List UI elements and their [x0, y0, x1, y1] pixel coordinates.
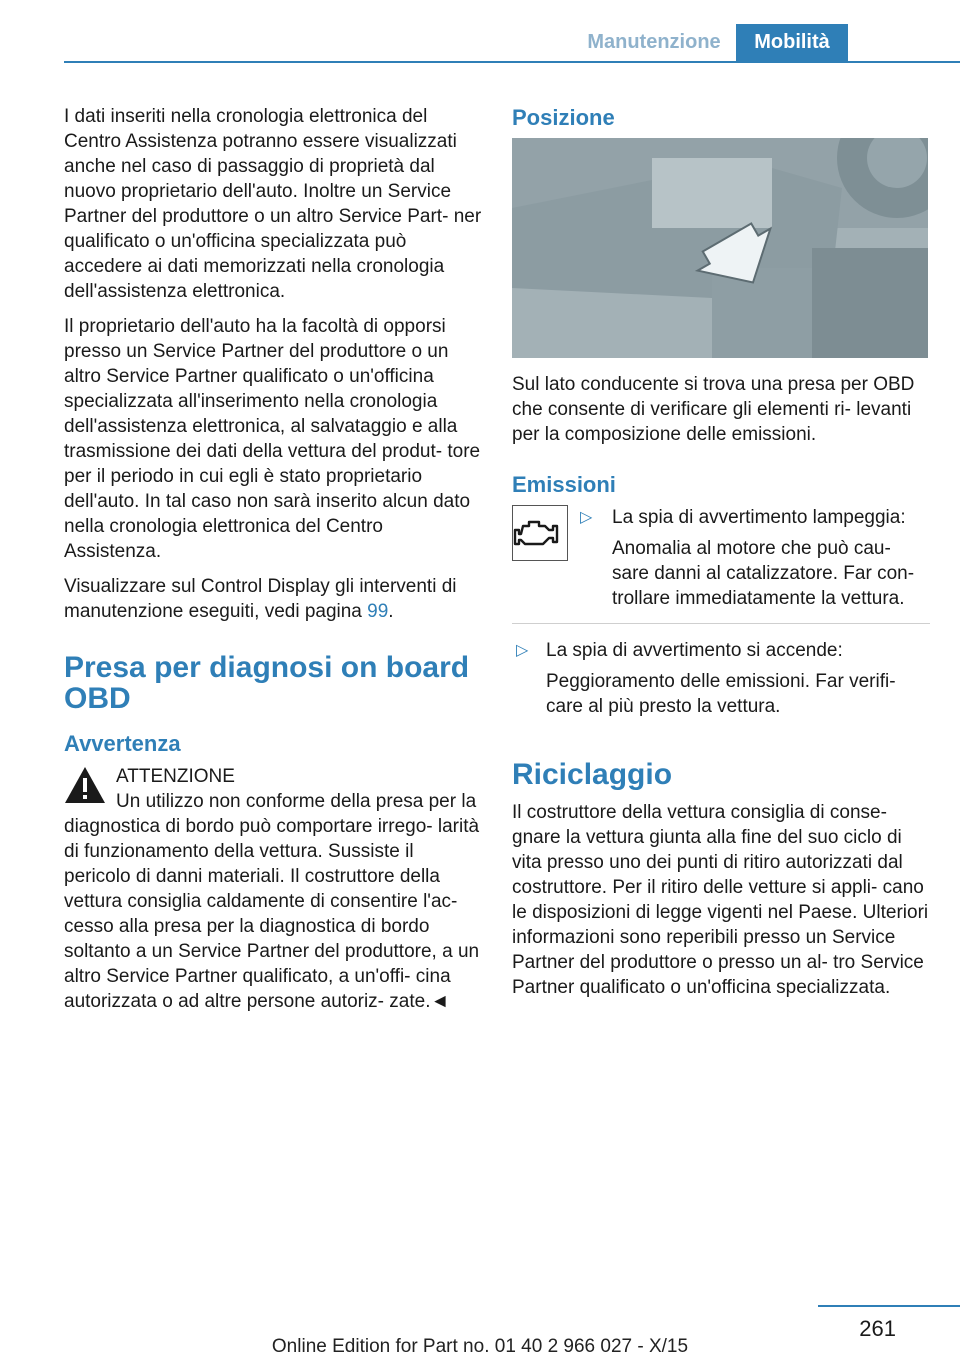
- paragraph-end: .: [388, 601, 394, 622]
- warning-triangle-icon: [64, 766, 106, 804]
- list-item-sub: Peggioramento delle emissioni. Far verifi‐ care al più presto la vettura.: [546, 671, 896, 717]
- photo-caption: Sul lato conducente si trova una presa per OBD che consente di verificare gli elementi ri‐ levanti per la composizione delle emissioni.: [512, 374, 915, 445]
- paragraph-cronologia: I dati inseriti nella cronologia elettronica del Centro Assistenza potranno essere visualizzati anche nel caso di passaggio di proprietà dal nuovo proprietario dell'auto. Inoltre un Service Partner del produttore o un altro Service Part‐ ner qualificato o un'officina specializzata può accedere ai dati memorizzati nella cronologia dell'assistenza elettronica.: [64, 106, 482, 302]
- list-item-main: La spia di avvertimento lampeggia:: [612, 507, 906, 528]
- bullet-triangle-icon: ▷: [516, 642, 529, 659]
- list-item: [512, 638, 930, 719]
- paragraph-proprietario: Il proprietario dell'auto ha la facoltà di opporsi presso un Service Partner del produttore o un altro Service Partner qualificato o un'officina specializzata all'inserimento nella cronologia dell'assistenza elettronica, al salvataggio e alla trasmissione dei dati della vettura del produt‐ tore per il periodo in cui egli è stato proprietario dell'auto. In tal caso non sarà inserito alcun dato nella cronologia elettronica del Centro Assistenza.: [64, 316, 481, 562]
- footer-rule: [818, 1305, 960, 1307]
- warning-text: Un utilizzo non conforme della presa per la diagnostica di bordo può comportare irrego‐ larità di funzionamento della vettura. Sussiste il pericolo di danni materiali. Il costruttore della vettura consiglia caldamente di consentire l'ac‐ cesso alla presa per la diagnostica di bordo soltanto a un Service Partner del produttore, a un altro Service Partner qualificato, a un'offi‐ cina autorizzata o ad altre persone autoriz‐ zate.◄: [64, 791, 480, 1012]
- subsection-emissioni: Emissioni: [512, 472, 616, 497]
- paragraph-riciclaggio: Il costruttore della vettura consiglia di conse‐ gnare la vettura giunta alla fine del suo ciclo di vita presso uno dei punti di ritiro autorizzati dal costruttore. Per il ritiro delle vetture si appli‐ cano le disposizioni di legge vigenti nel Paese. Ulteriori informazioni sono reperibili presso un Service Partner del produttore o presso un al‐ tro Service Partner qualificato o un'officina specializzata.: [512, 802, 929, 998]
- list-item: [512, 505, 930, 611]
- section-title-riciclaggio: Riciclaggio: [512, 758, 673, 791]
- subsection-posizione: Posizione: [512, 105, 615, 130]
- list-item-main: La spia di avvertimento si accende:: [546, 640, 843, 661]
- obd-location-photo: [512, 138, 928, 358]
- header-rule: [64, 61, 960, 63]
- left-column: [64, 104, 482, 1014]
- page-number: 261: [859, 1316, 896, 1341]
- warning-title: ATTENZIONE: [116, 766, 235, 787]
- paragraph-text: Visualizzare sul Control Display gli interventi di manutenzione eseguiti, vedi pagina: [64, 576, 457, 622]
- list-item-sub: Anomalia al motore che può cau‐ sare danni al catalizzatore. Far con‐ trollare immediatamente la vettura.: [612, 538, 915, 609]
- right-column: [512, 104, 930, 1010]
- tab-mobilita[interactable]: Mobilità: [736, 24, 848, 61]
- warning-block: [64, 764, 482, 1014]
- tab-manutenzione[interactable]: Manutenzione: [587, 31, 721, 53]
- section-title-obd: Presa per diagnosi on board OBD: [64, 651, 470, 715]
- paragraph-control-display: [64, 574, 482, 624]
- emissioni-list: [512, 505, 930, 719]
- edition-footer: Online Edition for Part no. 01 40 2 966 027 - X/15: [271, 1336, 689, 1357]
- bullet-triangle-icon: ▷: [580, 509, 593, 526]
- subsection-avvertenza: Avvertenza: [64, 731, 181, 756]
- page-link[interactable]: 99: [367, 601, 389, 622]
- divider: [512, 623, 930, 624]
